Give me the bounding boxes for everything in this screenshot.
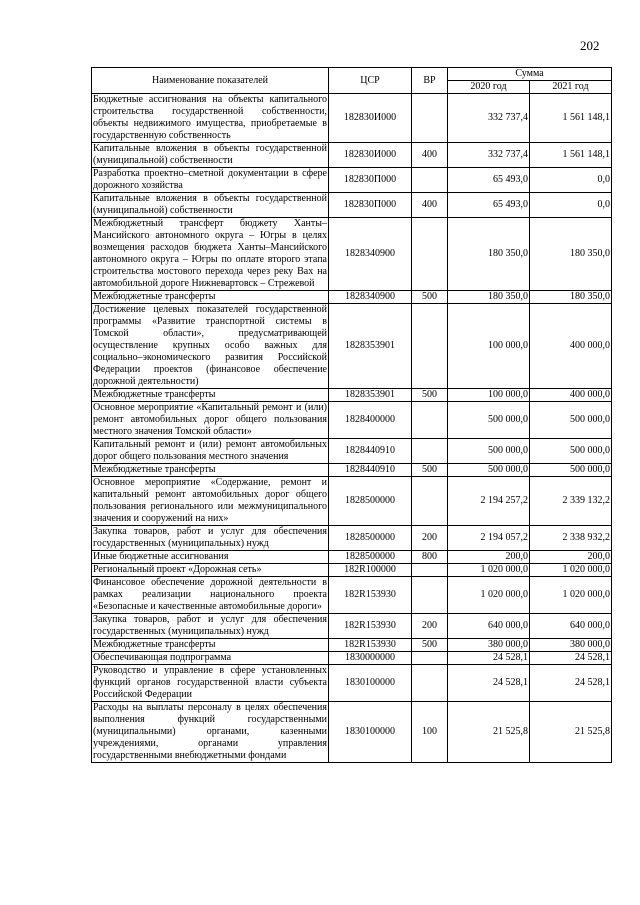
row-vr [412, 94, 448, 143]
row-code: 1828500000 [329, 477, 412, 526]
row-name: Достижение целевых показателей государственной программы «Развитие транспортной системы в Томской области», предусматривающей осуществление крупных особо важных для социально–экономического развития Российской Федерации проектов (финансовое обеспечение дорожной деятельности) [93, 304, 327, 387]
row-sum-2021: 21 525,8 [530, 702, 612, 763]
row-code: 1828340900 [329, 218, 412, 291]
row-code: 1828400000 [329, 402, 412, 439]
row-code: 182830П000 [329, 168, 412, 193]
row-code: 1830100000 [329, 702, 412, 763]
row-name: Бюджетные ассигнования на объекты капитального строительства государственной собственности, объекты недвижимого имущества, приобретаемые в государственную собственность [93, 94, 327, 141]
row-sum-2021: 400 000,0 [530, 389, 612, 402]
row-sum-2021: 500 000,0 [530, 439, 612, 464]
row-code: 182830И000 [329, 143, 412, 168]
table-row [92, 193, 612, 218]
table-row [92, 402, 612, 439]
row-code: 1830000000 [329, 652, 412, 665]
row-sum-2020: 1 020 000,0 [448, 564, 530, 577]
row-vr [412, 218, 448, 291]
row-code: 1828500000 [329, 526, 412, 551]
row-sum-2020: 500 000,0 [448, 439, 530, 464]
row-sum-2020: 24 528,1 [448, 652, 530, 665]
row-sum-2021: 500 000,0 [530, 464, 612, 477]
row-sum-2021: 24 528,1 [530, 652, 612, 665]
row-name: Межбюджетные трансферты [92, 389, 329, 402]
table-row [92, 577, 612, 614]
table-row [92, 551, 612, 564]
row-sum-2020: 21 525,8 [448, 702, 530, 763]
row-sum-2020: 332 737,4 [448, 143, 530, 168]
row-sum-2021: 180 350,0 [530, 291, 612, 304]
table-row [92, 291, 612, 304]
table-row [92, 218, 612, 291]
row-code: 1828500000 [329, 551, 412, 564]
row-sum-2020: 180 350,0 [448, 291, 530, 304]
row-vr [412, 402, 448, 439]
row-name: Иные бюджетные ассигнования [92, 551, 329, 564]
row-vr: 400 [412, 143, 448, 168]
header-name: Наименование показателей [92, 68, 329, 94]
row-name: Межбюджетные трансферты [92, 291, 329, 304]
row-name: Основное мероприятие «Содержание, ремонт и капитальный ремонт автомобильных дорог общего пользования регионального или межмуниципального значения и сооружений на них» [93, 477, 327, 524]
row-name: Закупка товаров, работ и услуг для обеспечения государственных (муниципальных) нужд [93, 526, 327, 549]
row-name: Региональный проект «Дорожная сеть» [92, 564, 329, 577]
row-code: 182R153930 [329, 614, 412, 639]
row-vr [412, 665, 448, 702]
header-csr: ЦСР [329, 68, 412, 94]
row-sum-2020: 180 350,0 [448, 218, 530, 291]
row-sum-2020: 65 493,0 [448, 168, 530, 193]
table-row [92, 389, 612, 402]
row-name: Межбюджетный трансферт бюджету Ханты–Мансийского автономного округа – Югры в целях возмещения расходов бюджета Ханты–Мансийского автономного округа – Югры по оплате второго этапа строительства мостового перехода через реку Вах на автомобильной дороге Нижневартовск – Стрежевой [93, 218, 327, 289]
table-row [92, 526, 612, 551]
row-sum-2020: 100 000,0 [448, 304, 530, 389]
row-vr [412, 439, 448, 464]
row-vr [412, 564, 448, 577]
row-code: 1828353901 [329, 389, 412, 402]
row-code: 1828440910 [329, 464, 412, 477]
row-sum-2020: 500 000,0 [448, 402, 530, 439]
row-code: 1828340900 [329, 291, 412, 304]
row-vr: 800 [412, 551, 448, 564]
row-vr: 500 [412, 291, 448, 304]
row-sum-2020: 380 000,0 [448, 639, 530, 652]
table-row [92, 439, 612, 464]
row-code: 182R153930 [329, 639, 412, 652]
row-vr: 200 [412, 614, 448, 639]
row-sum-2021: 1 020 000,0 [530, 577, 612, 614]
budget-table [91, 67, 612, 763]
table-row [92, 304, 612, 389]
row-code: 182R100000 [329, 564, 412, 577]
row-sum-2021: 640 000,0 [530, 614, 612, 639]
row-sum-2021: 2 338 932,2 [530, 526, 612, 551]
row-vr [412, 577, 448, 614]
header-sum: Сумма [448, 68, 612, 81]
row-sum-2020: 2 194 057,2 [448, 526, 530, 551]
row-name: Межбюджетные трансферты [92, 639, 329, 652]
row-code: 1828440910 [329, 439, 412, 464]
row-vr [412, 304, 448, 389]
row-name: Закупка товаров, работ и услуг для обеспечения государственных (муниципальных) нужд [93, 614, 327, 637]
table-row [92, 94, 612, 143]
row-vr: 500 [412, 464, 448, 477]
table-row [92, 665, 612, 702]
row-sum-2021: 200,0 [530, 551, 612, 564]
table-row [92, 652, 612, 665]
row-sum-2021: 1 020 000,0 [530, 564, 612, 577]
table-row [92, 614, 612, 639]
row-sum-2020: 500 000,0 [448, 464, 530, 477]
row-code: 182830И000 [329, 94, 412, 143]
row-sum-2021: 2 339 132,2 [530, 477, 612, 526]
row-sum-2020: 640 000,0 [448, 614, 530, 639]
row-name: Руководство и управление в сфере установленных функций органов государственной власти субъекта Российской Федерации [93, 665, 327, 700]
row-sum-2021: 24 528,1 [530, 665, 612, 702]
table-row [92, 168, 612, 193]
row-name: Финансовое обеспечение дорожной деятельности в рамках реализации национального проекта «Безопасные и качественные автомобильные дороги» [93, 577, 327, 612]
table-row [92, 639, 612, 652]
row-code: 182830П000 [329, 193, 412, 218]
row-sum-2020: 100 000,0 [448, 389, 530, 402]
row-sum-2020: 65 493,0 [448, 193, 530, 218]
row-sum-2020: 24 528,1 [448, 665, 530, 702]
table-row [92, 143, 612, 168]
row-sum-2021: 1 561 148,1 [530, 94, 612, 143]
table-row [92, 464, 612, 477]
row-code: 1830100000 [329, 665, 412, 702]
row-sum-2020: 1 020 000,0 [448, 577, 530, 614]
header-year-2021: 2021 год [530, 81, 612, 94]
header-vr: ВР [412, 68, 448, 94]
header-year-2020: 2020 год [448, 81, 530, 94]
row-vr: 400 [412, 193, 448, 218]
row-vr: 500 [412, 639, 448, 652]
row-sum-2021: 0,0 [530, 168, 612, 193]
table-row [92, 477, 612, 526]
row-name: Межбюджетные трансферты [92, 464, 329, 477]
row-sum-2020: 200,0 [448, 551, 530, 564]
row-name: Расходы на выплаты персоналу в целях обеспечения выполнения функций государственными (муниципальными) органами, казенными учреждениями, органами управления государственными внебюджетными фондами [93, 702, 327, 761]
row-name: Капитальные вложения в объекты государственной (муниципальной) собственности [93, 143, 327, 166]
row-sum-2021: 1 561 148,1 [530, 143, 612, 168]
row-sum-2021: 180 350,0 [530, 218, 612, 291]
row-sum-2021: 380 000,0 [530, 639, 612, 652]
row-code: 182R153930 [329, 577, 412, 614]
row-sum-2021: 0,0 [530, 193, 612, 218]
page-number: 202 [580, 38, 600, 53]
row-vr: 100 [412, 702, 448, 763]
row-name: Разработка проектно–сметной документации в сфере дорожного хозяйства [93, 168, 327, 191]
table-row [92, 702, 612, 763]
row-vr [412, 477, 448, 526]
row-vr: 200 [412, 526, 448, 551]
row-vr [412, 652, 448, 665]
row-name: Основное мероприятие «Капитальный ремонт и (или) ремонт автомобильных дорог общего пользования местного значения Томской области» [93, 402, 327, 437]
table-row [92, 564, 612, 577]
row-sum-2020: 332 737,4 [448, 94, 530, 143]
row-code: 1828353901 [329, 304, 412, 389]
row-name: Капитальные вложения в объекты государственной (муниципальной) собственности [93, 193, 327, 216]
row-sum-2021: 400 000,0 [530, 304, 612, 389]
row-name: Обеспечивающая подпрограмма [92, 652, 329, 665]
row-sum-2021: 500 000,0 [530, 402, 612, 439]
row-vr: 500 [412, 389, 448, 402]
row-sum-2020: 2 194 257,2 [448, 477, 530, 526]
row-name: Капитальный ремонт и (или) ремонт автомобильных дорог общего пользования местного значения [93, 439, 327, 462]
row-vr [412, 168, 448, 193]
